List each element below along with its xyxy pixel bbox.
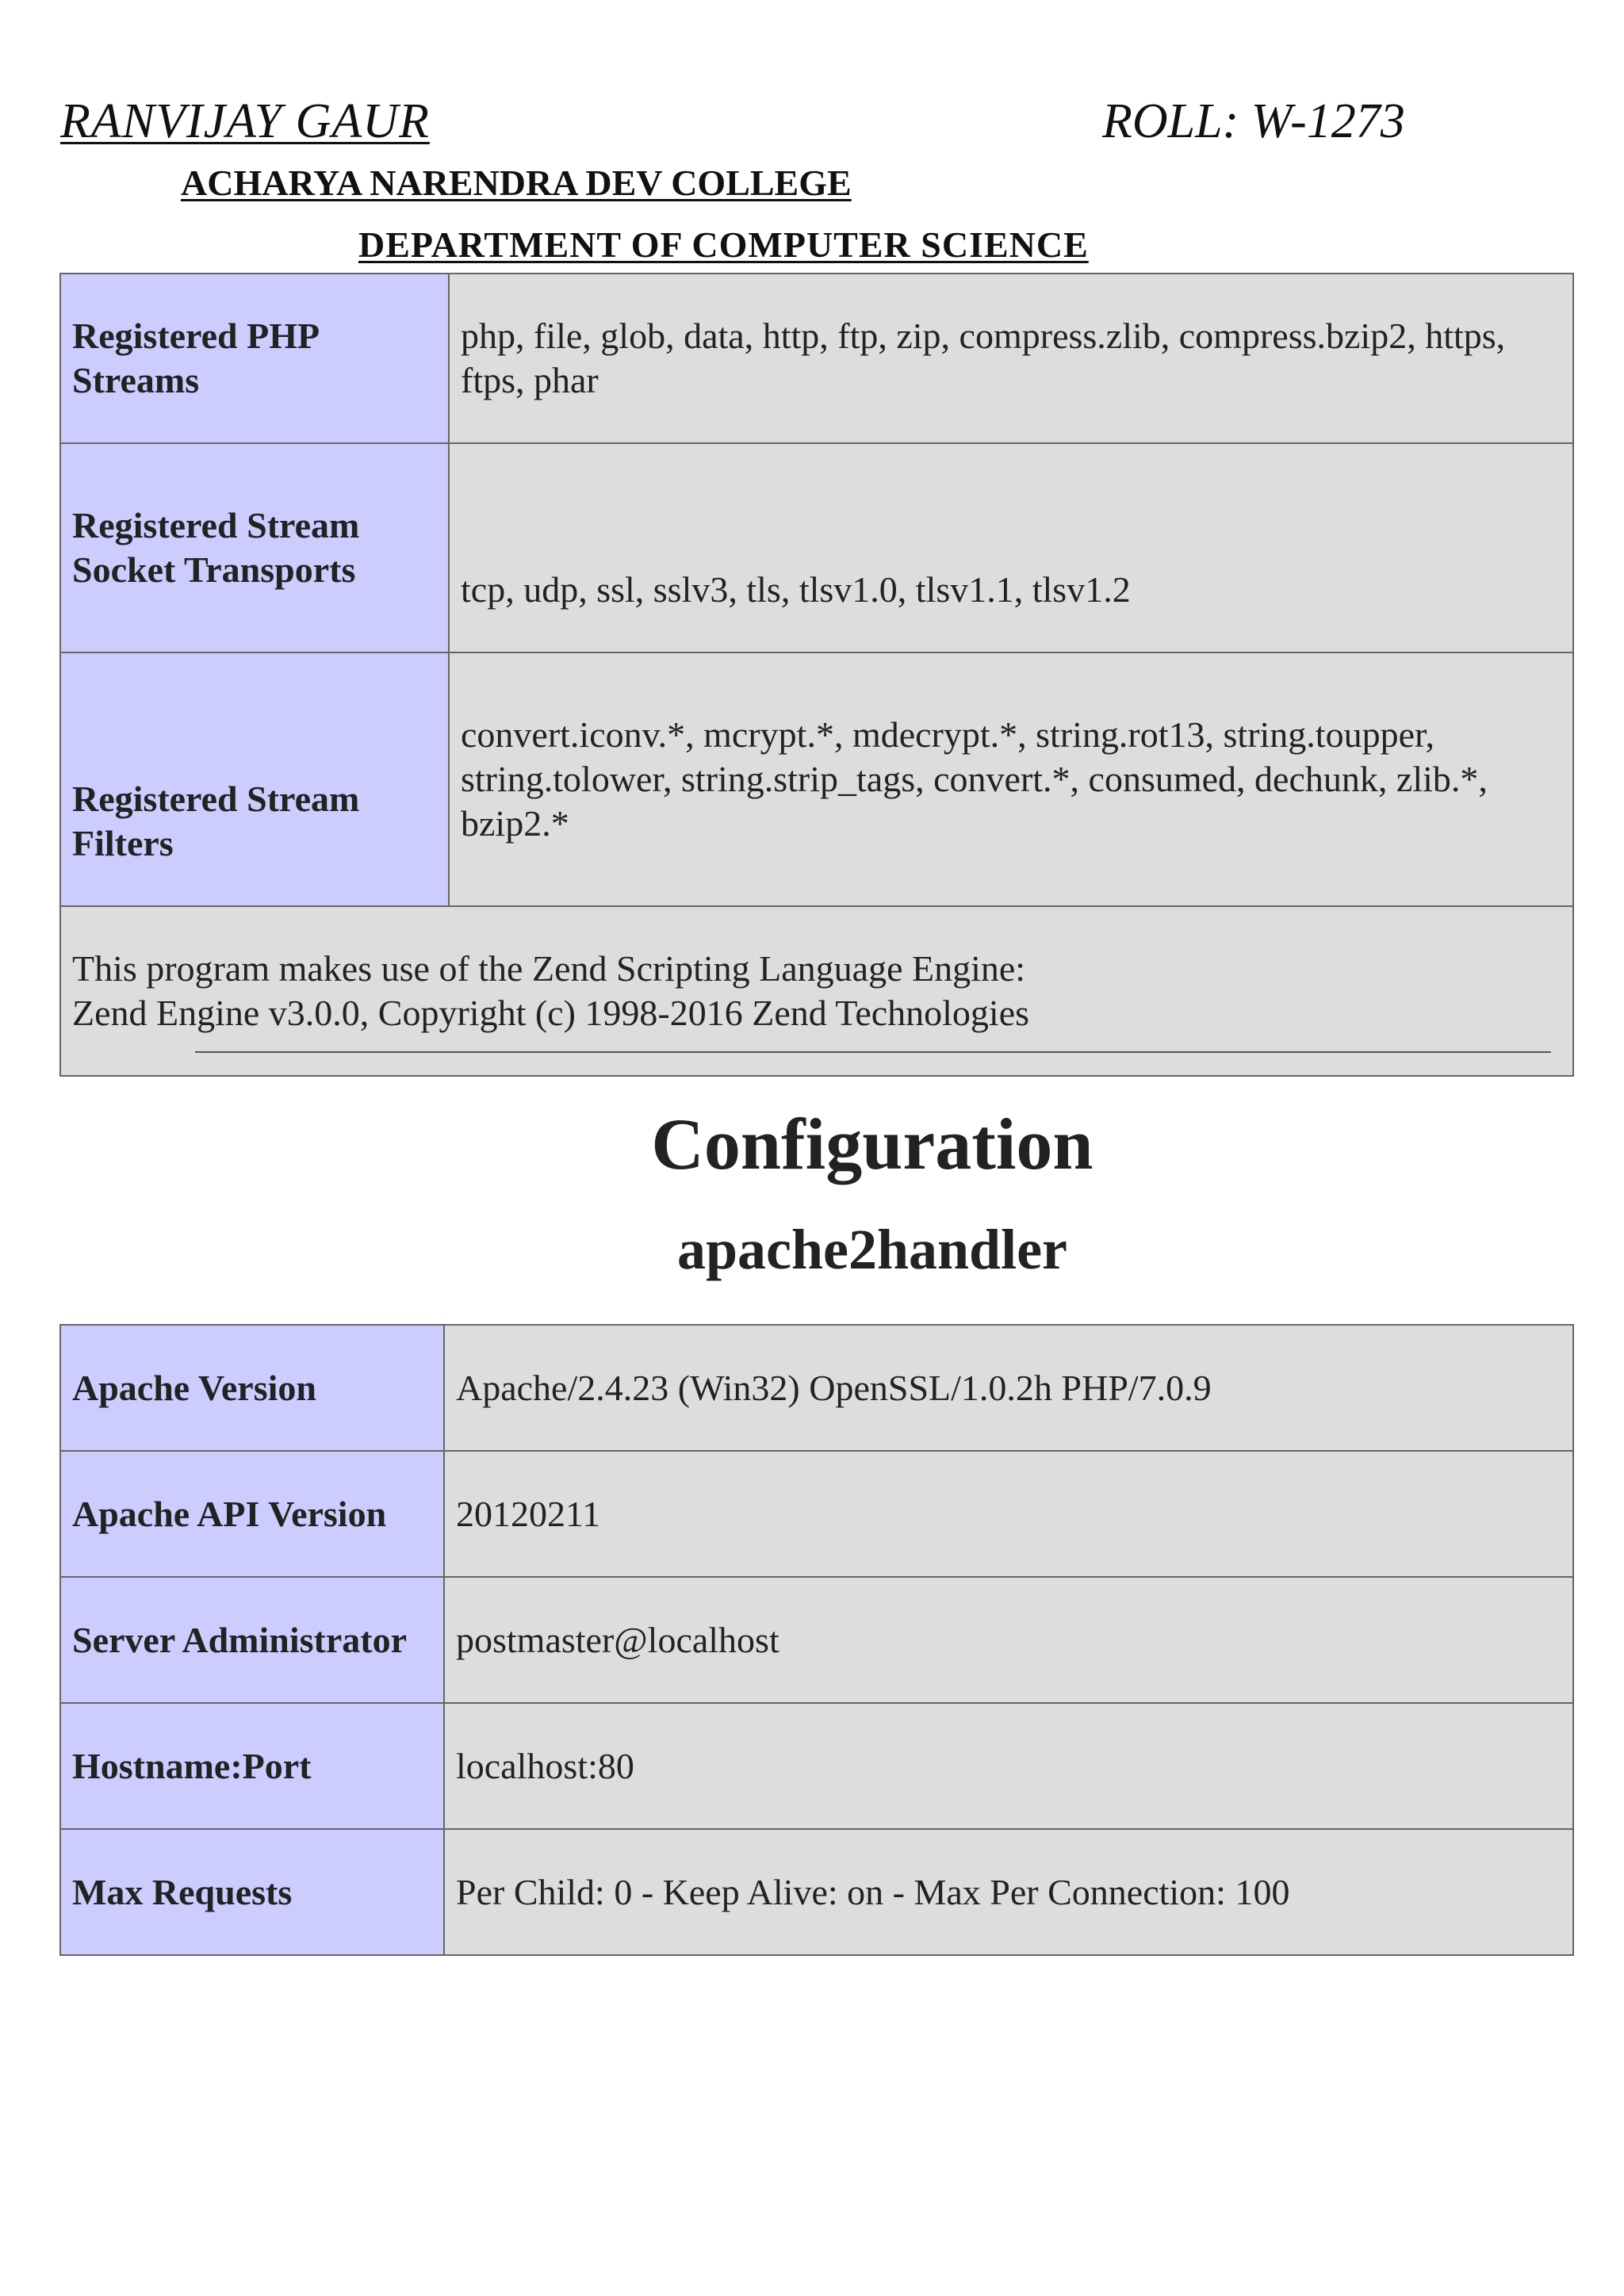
zend-info-line2: Zend Engine v3.0.0, Copyright (c) 1998-2016 Zend Technologies: [72, 993, 1030, 1033]
section-subtitle: apache2handler: [676, 1218, 1068, 1281]
row-key: Registered Stream Socket Transports: [60, 443, 449, 652]
row-key: Registered Stream Filters: [60, 652, 449, 906]
row-key: Registered PHP Streams: [60, 274, 449, 443]
college-name: ACHARYA NARENDRA DEV COLLEGE: [181, 163, 852, 203]
row-value: Apache/2.4.23 (Win32) OpenSSL/1.0.2h PHP/7.0.9: [444, 1325, 1573, 1451]
section-title: Configuration: [651, 1104, 1094, 1184]
department-name: DEPARTMENT OF COMPUTER SCIENCE: [358, 224, 1089, 265]
table-row: [60, 274, 1573, 443]
streams-table: [59, 273, 1574, 1077]
roll-number: ROLL: W-1273: [1102, 94, 1405, 148]
apache-config-table: [59, 1324, 1574, 1956]
row-value: localhost:80: [444, 1703, 1573, 1829]
zend-info-row: [60, 906, 1573, 1076]
zend-info-line1: This program makes use of the Zend Scripting Language Engine:: [72, 948, 1026, 989]
row-value: php, file, glob, data, http, ftp, zip, compress.zlib, compress.bzip2, https, ftps, phar: [449, 274, 1573, 443]
table-row: [60, 1829, 1573, 1955]
row-key: Server Administrator: [60, 1577, 444, 1703]
table-row: [60, 443, 1573, 652]
row-value: tcp, udp, ssl, sslv3, tls, tlsv1.0, tlsv1.1, tlsv1.2: [449, 443, 1573, 652]
row-value: 20120211: [444, 1451, 1573, 1577]
table-row: [60, 1325, 1573, 1451]
row-value: Per Child: 0 - Keep Alive: on - Max Per Connection: 100: [444, 1829, 1573, 1955]
row-key: Apache API Version: [60, 1451, 444, 1577]
row-key: Hostname:Port: [60, 1703, 444, 1829]
row-value: convert.iconv.*, mcrypt.*, mdecrypt.*, string.rot13, string.toupper, string.tolower, string.strip_tags, convert.*, consumed, dechunk, zlib.*, bzip2.*: [449, 652, 1573, 906]
row-value: postmaster@localhost: [444, 1577, 1573, 1703]
table-row: [60, 1577, 1573, 1703]
table-row: [60, 652, 1573, 906]
table-row: [60, 1703, 1573, 1829]
table-row: [60, 1451, 1573, 1577]
row-key: Max Requests: [60, 1829, 444, 1955]
horizontal-rule: [195, 1051, 1551, 1053]
zend-info: [60, 906, 1573, 1076]
row-key: Apache Version: [60, 1325, 444, 1451]
student-name: RANVIJAY GAUR: [60, 94, 430, 148]
